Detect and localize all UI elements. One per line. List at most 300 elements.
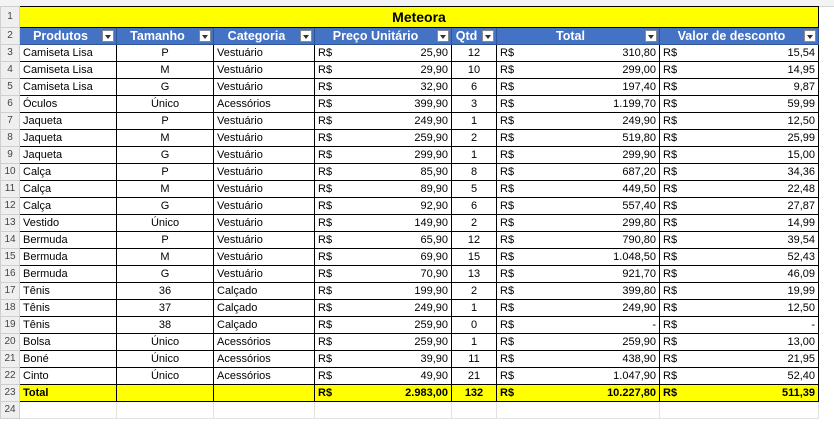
row-number[interactable]: 4 xyxy=(1,62,20,79)
cell-tamanho[interactable]: M xyxy=(117,181,214,198)
cell-produto[interactable]: Jaqueta xyxy=(20,147,117,164)
header-total[interactable] xyxy=(497,28,660,45)
amount: 299,00 xyxy=(622,64,656,76)
amount: 399,80 xyxy=(622,285,656,297)
cell-preco-unitario[interactable] xyxy=(315,147,452,164)
table-row xyxy=(1,113,819,130)
cell-tamanho[interactable]: Único xyxy=(117,96,214,113)
cell-total-total[interactable] xyxy=(497,385,660,402)
cell-valor-desconto[interactable] xyxy=(660,283,819,300)
row-number[interactable]: 13 xyxy=(1,215,20,232)
cell-total-desconto[interactable] xyxy=(660,385,819,402)
header-tamanho[interactable] xyxy=(117,28,214,45)
filter-dropdown-icon[interactable] xyxy=(482,30,494,42)
cell-valor-desconto[interactable] xyxy=(660,62,819,79)
currency-symbol: R$ xyxy=(663,98,678,110)
currency-symbol: R$ xyxy=(663,217,678,229)
cell-preco-unitario[interactable] xyxy=(315,62,452,79)
row-number[interactable]: 6 xyxy=(1,96,20,113)
currency-symbol: R$ xyxy=(663,200,678,212)
cell-qtd[interactable]: 1 xyxy=(452,300,497,317)
cell-produto[interactable]: Cinto xyxy=(20,368,117,385)
currency-symbol: R$ xyxy=(318,98,333,110)
amount: 249,90 xyxy=(414,115,448,127)
currency-value xyxy=(663,147,815,163)
row-number[interactable]: 12 xyxy=(1,198,20,215)
amount: - xyxy=(811,319,815,331)
cell-tamanho[interactable]: G xyxy=(117,198,214,215)
cell-produto[interactable]: Vestido xyxy=(20,215,117,232)
amount: 1.199,70 xyxy=(613,98,656,110)
currency-value xyxy=(500,232,656,248)
cell-preco-unitario[interactable] xyxy=(315,232,452,249)
cell-categoria[interactable]: Vestuário xyxy=(214,215,315,232)
cell-qtd[interactable]: 10 xyxy=(452,62,497,79)
row-number[interactable]: 23 xyxy=(1,385,20,402)
amount: 49,90 xyxy=(420,370,448,382)
cell-qtd[interactable]: 21 xyxy=(452,368,497,385)
table-row xyxy=(1,79,819,96)
cell-preco-unitario[interactable] xyxy=(315,300,452,317)
filter-dropdown-icon[interactable] xyxy=(102,30,114,42)
cell-preco-unitario[interactable] xyxy=(315,334,452,351)
currency-symbol: R$ xyxy=(663,132,678,144)
cell-preco-unitario[interactable] xyxy=(315,215,452,232)
cell-qtd[interactable]: 2 xyxy=(452,130,497,147)
amount: 59,99 xyxy=(787,98,815,110)
cell-valor-desconto[interactable] xyxy=(660,368,819,385)
cell-valor-desconto[interactable] xyxy=(660,232,819,249)
row-number[interactable]: 17 xyxy=(1,283,20,300)
cell-qtd[interactable]: 12 xyxy=(452,232,497,249)
cell-categoria[interactable]: Vestuário xyxy=(214,181,315,198)
cell-valor-desconto[interactable] xyxy=(660,79,819,96)
cell-preco-unitario[interactable] xyxy=(315,368,452,385)
cell-total[interactable] xyxy=(497,232,660,249)
amount: 14,99 xyxy=(787,217,815,229)
currency-symbol: R$ xyxy=(318,200,333,212)
cell-valor-desconto[interactable] xyxy=(660,317,819,334)
cell-produto[interactable]: Bermuda xyxy=(20,266,117,283)
currency-value xyxy=(663,181,815,197)
cell-categoria[interactable]: Vestuário xyxy=(214,232,315,249)
cell-valor-desconto[interactable] xyxy=(660,266,819,283)
cell-produto[interactable]: Camiseta Lisa xyxy=(20,79,117,96)
cell-total[interactable] xyxy=(497,96,660,113)
cell-qtd[interactable]: 0 xyxy=(452,317,497,334)
sheet-title[interactable]: Meteora xyxy=(20,7,819,28)
currency-symbol: R$ xyxy=(663,353,678,365)
cell-valor-desconto[interactable] xyxy=(660,198,819,215)
table-row xyxy=(1,232,819,249)
currency-value xyxy=(318,215,448,231)
cell-total[interactable] xyxy=(497,198,660,215)
empty-cell[interactable] xyxy=(660,402,819,419)
currency-value xyxy=(663,45,815,61)
table-row xyxy=(1,351,819,368)
cell-total-preco[interactable] xyxy=(315,385,452,402)
amount: 299,90 xyxy=(622,149,656,161)
empty-cell[interactable] xyxy=(452,402,497,419)
cell-produto[interactable]: Óculos xyxy=(20,96,117,113)
row-number[interactable]: 21 xyxy=(1,351,20,368)
table-row xyxy=(1,249,819,266)
cell-total[interactable] xyxy=(497,266,660,283)
currency-value xyxy=(500,266,656,282)
cell-tamanho-blank[interactable] xyxy=(117,385,214,402)
row-number[interactable]: 16 xyxy=(1,266,20,283)
currency-value xyxy=(318,147,448,163)
amount: 52,40 xyxy=(787,370,815,382)
filter-dropdown-icon[interactable] xyxy=(300,30,312,42)
currency-value xyxy=(663,368,815,384)
cell-qtd[interactable]: 6 xyxy=(452,79,497,96)
cell-categoria[interactable]: Vestuário xyxy=(214,113,315,130)
currency-value xyxy=(500,368,656,384)
header-label: Preço Unitário xyxy=(332,29,419,43)
cell-tamanho[interactable]: M xyxy=(117,249,214,266)
cell-qtd[interactable]: 1 xyxy=(452,113,497,130)
cell-valor-desconto[interactable] xyxy=(660,96,819,113)
row-number[interactable]: 11 xyxy=(1,181,20,198)
cell-preco-unitario[interactable] xyxy=(315,79,452,96)
empty-cell[interactable] xyxy=(497,402,660,419)
header-preco-unitario[interactable] xyxy=(315,28,452,45)
cell-categoria[interactable]: Vestuário xyxy=(214,249,315,266)
currency-value xyxy=(318,317,448,333)
cell-total[interactable] xyxy=(497,164,660,181)
cell-produto[interactable]: Tênis xyxy=(20,317,117,334)
header-row xyxy=(1,28,819,45)
amount: 15,00 xyxy=(787,149,815,161)
cell-produto[interactable]: Jaqueta xyxy=(20,113,117,130)
currency-symbol: R$ xyxy=(318,149,333,161)
currency-symbol: R$ xyxy=(663,81,678,93)
row-number[interactable]: 9 xyxy=(1,147,20,164)
amount: 249,90 xyxy=(622,115,656,127)
cell-produto[interactable]: Boné xyxy=(20,351,117,368)
cell-total[interactable] xyxy=(497,113,660,130)
header-label: Total xyxy=(556,29,585,43)
currency-value xyxy=(500,215,656,231)
currency-symbol: R$ xyxy=(663,47,678,59)
currency-symbol: R$ xyxy=(318,370,333,382)
filter-dropdown-icon[interactable] xyxy=(645,30,657,42)
amount: 27,87 xyxy=(787,200,815,212)
cell-total[interactable] xyxy=(497,147,660,164)
amount: 52,43 xyxy=(787,251,815,263)
amount: 199,90 xyxy=(414,285,448,297)
row-number[interactable]: 20 xyxy=(1,334,20,351)
cell-total-qtd[interactable]: 132 xyxy=(452,385,497,402)
currency-symbol: R$ xyxy=(318,353,333,365)
cell-total[interactable] xyxy=(497,215,660,232)
row-number[interactable]: 2 xyxy=(1,28,20,45)
empty-cell[interactable] xyxy=(214,402,315,419)
currency-value xyxy=(318,45,448,61)
cell-preco-unitario[interactable] xyxy=(315,96,452,113)
amount: 310,80 xyxy=(622,47,656,59)
table-row xyxy=(1,147,819,164)
currency-value xyxy=(500,113,656,129)
row-number[interactable]: 8 xyxy=(1,130,20,147)
amount: 1.047,90 xyxy=(613,370,656,382)
cell-categoria-blank[interactable] xyxy=(214,385,315,402)
currency-symbol: R$ xyxy=(318,132,333,144)
currency-value xyxy=(318,266,448,282)
cell-valor-desconto[interactable] xyxy=(660,215,819,232)
row-number[interactable]: 10 xyxy=(1,164,20,181)
currency-symbol: R$ xyxy=(318,251,333,263)
cell-categoria[interactable]: Vestuário xyxy=(214,198,315,215)
currency-value xyxy=(500,283,656,299)
amount: 85,90 xyxy=(420,166,448,178)
cell-tamanho[interactable]: G xyxy=(117,79,214,96)
currency-value xyxy=(663,385,815,401)
currency-value xyxy=(318,249,448,265)
amount: 149,90 xyxy=(414,217,448,229)
amount: 14,95 xyxy=(787,64,815,76)
cell-preco-unitario[interactable] xyxy=(315,113,452,130)
row-number[interactable]: 15 xyxy=(1,249,20,266)
amount: 29,90 xyxy=(420,64,448,76)
cell-total[interactable] xyxy=(497,300,660,317)
filter-dropdown-icon[interactable] xyxy=(199,30,211,42)
cell-valor-desconto[interactable] xyxy=(660,334,819,351)
currency-value xyxy=(663,79,815,95)
currency-value xyxy=(500,317,656,333)
row-number[interactable]: 5 xyxy=(1,79,20,96)
cell-categoria[interactable]: Acessórios xyxy=(214,368,315,385)
header-produtos[interactable] xyxy=(20,28,117,45)
cell-total[interactable] xyxy=(497,130,660,147)
cell-preco-unitario[interactable] xyxy=(315,130,452,147)
currency-symbol: R$ xyxy=(500,336,515,348)
amount: 449,50 xyxy=(622,183,656,195)
cell-produto[interactable]: Calça xyxy=(20,164,117,181)
currency-symbol: R$ xyxy=(663,370,678,382)
cell-tamanho[interactable]: P xyxy=(117,45,214,62)
cell-produto[interactable]: Tênis xyxy=(20,283,117,300)
cell-categoria[interactable]: Calçado xyxy=(214,283,315,300)
cell-categoria[interactable]: Calçado xyxy=(214,300,315,317)
currency-symbol: R$ xyxy=(663,251,678,263)
table-row xyxy=(1,181,819,198)
cell-produto[interactable]: Tênis xyxy=(20,300,117,317)
currency-symbol: R$ xyxy=(663,166,678,178)
cell-categoria[interactable]: Vestuário xyxy=(214,130,315,147)
cell-qtd[interactable]: 13 xyxy=(452,266,497,283)
cell-categoria[interactable]: Vestuário xyxy=(214,45,315,62)
amount: 19,99 xyxy=(787,285,815,297)
currency-symbol: R$ xyxy=(663,115,678,127)
cell-total-label[interactable]: Total xyxy=(20,385,117,402)
row-number[interactable]: 22 xyxy=(1,368,20,385)
cell-qtd[interactable]: 1 xyxy=(452,147,497,164)
currency-value xyxy=(500,62,656,78)
row-number[interactable]: 19 xyxy=(1,317,20,334)
currency-value xyxy=(500,351,656,367)
currency-value xyxy=(663,266,815,282)
cell-preco-unitario[interactable] xyxy=(315,317,452,334)
table-row xyxy=(1,283,819,300)
cell-valor-desconto[interactable] xyxy=(660,45,819,62)
currency-symbol: R$ xyxy=(318,302,333,314)
currency-symbol: R$ xyxy=(663,285,678,297)
cell-qtd[interactable]: 15 xyxy=(452,249,497,266)
cell-tamanho[interactable]: P xyxy=(117,232,214,249)
currency-value xyxy=(318,96,448,112)
currency-symbol: R$ xyxy=(663,302,678,314)
amount: 69,90 xyxy=(420,251,448,263)
cell-total[interactable] xyxy=(497,283,660,300)
cell-categoria[interactable]: Calçado xyxy=(214,317,315,334)
cell-qtd[interactable]: 6 xyxy=(452,198,497,215)
cell-categoria[interactable]: Acessórios xyxy=(214,96,315,113)
row-number[interactable]: 1 xyxy=(1,7,20,28)
amount: 299,90 xyxy=(414,149,448,161)
currency-symbol: R$ xyxy=(500,183,515,195)
table-row xyxy=(1,130,819,147)
amount: 249,90 xyxy=(414,302,448,314)
filter-dropdown-icon[interactable] xyxy=(437,30,449,42)
header-valor-de-desconto[interactable] xyxy=(660,28,819,45)
amount: 12,50 xyxy=(787,115,815,127)
cell-total[interactable] xyxy=(497,351,660,368)
currency-symbol: R$ xyxy=(318,115,333,127)
cell-preco-unitario[interactable] xyxy=(315,266,452,283)
cell-total[interactable] xyxy=(497,45,660,62)
cell-qtd[interactable]: 11 xyxy=(452,351,497,368)
cell-produto[interactable]: Bermuda xyxy=(20,249,117,266)
cell-tamanho[interactable]: 38 xyxy=(117,317,214,334)
cell-tamanho[interactable]: 36 xyxy=(117,283,214,300)
cell-qtd[interactable]: 1 xyxy=(452,334,497,351)
cell-produto[interactable]: Camiseta Lisa xyxy=(20,62,117,79)
row-number[interactable]: 24 xyxy=(1,402,20,419)
cell-qtd[interactable]: 12 xyxy=(452,45,497,62)
cell-qtd[interactable]: 5 xyxy=(452,181,497,198)
filter-dropdown-icon[interactable] xyxy=(804,30,816,42)
header-categoria[interactable] xyxy=(214,28,315,45)
amount: 299,80 xyxy=(622,217,656,229)
cell-tamanho[interactable]: M xyxy=(117,130,214,147)
currency-value xyxy=(663,215,815,231)
currency-symbol: R$ xyxy=(500,217,515,229)
cell-valor-desconto[interactable] xyxy=(660,164,819,181)
cell-tamanho[interactable]: Único xyxy=(117,351,214,368)
header-qtd[interactable] xyxy=(452,28,497,45)
cell-tamanho[interactable]: M xyxy=(117,62,214,79)
cell-valor-desconto[interactable] xyxy=(660,147,819,164)
cell-total[interactable] xyxy=(497,368,660,385)
cell-categoria[interactable]: Vestuário xyxy=(214,147,315,164)
currency-value xyxy=(500,300,656,316)
cell-preco-unitario[interactable] xyxy=(315,351,452,368)
cell-produto[interactable]: Bermuda xyxy=(20,232,117,249)
empty-cell[interactable] xyxy=(20,402,117,419)
cell-categoria[interactable]: Acessórios xyxy=(214,334,315,351)
cell-produto[interactable]: Calça xyxy=(20,181,117,198)
empty-cell[interactable] xyxy=(315,402,452,419)
currency-value xyxy=(663,164,815,180)
row-number[interactable]: 7 xyxy=(1,113,20,130)
cell-valor-desconto[interactable] xyxy=(660,113,819,130)
cell-qtd[interactable]: 3 xyxy=(452,96,497,113)
amount: 46,09 xyxy=(787,268,815,280)
cell-preco-unitario[interactable] xyxy=(315,283,452,300)
cell-total[interactable] xyxy=(497,317,660,334)
cell-tamanho[interactable]: P xyxy=(117,164,214,181)
cell-valor-desconto[interactable] xyxy=(660,181,819,198)
cell-total[interactable] xyxy=(497,62,660,79)
cell-produto[interactable]: Bolsa xyxy=(20,334,117,351)
cell-valor-desconto[interactable] xyxy=(660,130,819,147)
cell-produto[interactable]: Jaqueta xyxy=(20,130,117,147)
cell-total[interactable] xyxy=(497,334,660,351)
row-number[interactable]: 14 xyxy=(1,232,20,249)
cell-valor-desconto[interactable] xyxy=(660,249,819,266)
header-label: Produtos xyxy=(33,29,88,43)
cell-valor-desconto[interactable] xyxy=(660,300,819,317)
cell-categoria[interactable]: Vestuário xyxy=(214,62,315,79)
currency-symbol: R$ xyxy=(318,166,333,178)
cell-tamanho[interactable]: 37 xyxy=(117,300,214,317)
cell-preco-unitario[interactable] xyxy=(315,198,452,215)
cell-preco-unitario[interactable] xyxy=(315,45,452,62)
cell-tamanho[interactable]: Único xyxy=(117,334,214,351)
cell-categoria[interactable]: Vestuário xyxy=(214,79,315,96)
cell-tamanho[interactable]: G xyxy=(117,147,214,164)
cell-qtd[interactable]: 2 xyxy=(452,283,497,300)
cell-total[interactable] xyxy=(497,181,660,198)
cell-preco-unitario[interactable] xyxy=(315,181,452,198)
currency-symbol: R$ xyxy=(318,64,333,76)
table-row xyxy=(1,62,819,79)
currency-symbol: R$ xyxy=(318,183,333,195)
currency-symbol: R$ xyxy=(500,353,515,365)
cell-produto[interactable]: Camiseta Lisa xyxy=(20,45,117,62)
cell-qtd[interactable]: 2 xyxy=(452,215,497,232)
amount: 22,48 xyxy=(787,183,815,195)
cell-valor-desconto[interactable] xyxy=(660,351,819,368)
cell-tamanho[interactable]: P xyxy=(117,113,214,130)
row-number[interactable]: 18 xyxy=(1,300,20,317)
empty-cell[interactable] xyxy=(117,402,214,419)
row-number[interactable]: 3 xyxy=(1,45,20,62)
cell-categoria[interactable]: Acessórios xyxy=(214,351,315,368)
cell-categoria[interactable]: Vestuário xyxy=(214,266,315,283)
currency-symbol: R$ xyxy=(500,387,515,399)
cell-tamanho[interactable]: Único xyxy=(117,215,214,232)
cell-categoria[interactable]: Vestuário xyxy=(214,164,315,181)
cell-preco-unitario[interactable] xyxy=(315,249,452,266)
amount: 39,54 xyxy=(787,234,815,246)
cell-qtd[interactable]: 8 xyxy=(452,164,497,181)
cell-preco-unitario[interactable] xyxy=(315,164,452,181)
currency-symbol: R$ xyxy=(500,370,515,382)
header-label: Tamanho xyxy=(130,29,185,43)
cell-total[interactable] xyxy=(497,79,660,96)
cell-total[interactable] xyxy=(497,249,660,266)
amount: 2.983,00 xyxy=(405,387,448,399)
cell-tamanho[interactable]: Único xyxy=(117,368,214,385)
cell-tamanho[interactable]: G xyxy=(117,266,214,283)
amount: 511,39 xyxy=(781,387,815,399)
cell-produto[interactable]: Calça xyxy=(20,198,117,215)
currency-symbol: R$ xyxy=(663,387,678,399)
currency-value xyxy=(663,113,815,129)
